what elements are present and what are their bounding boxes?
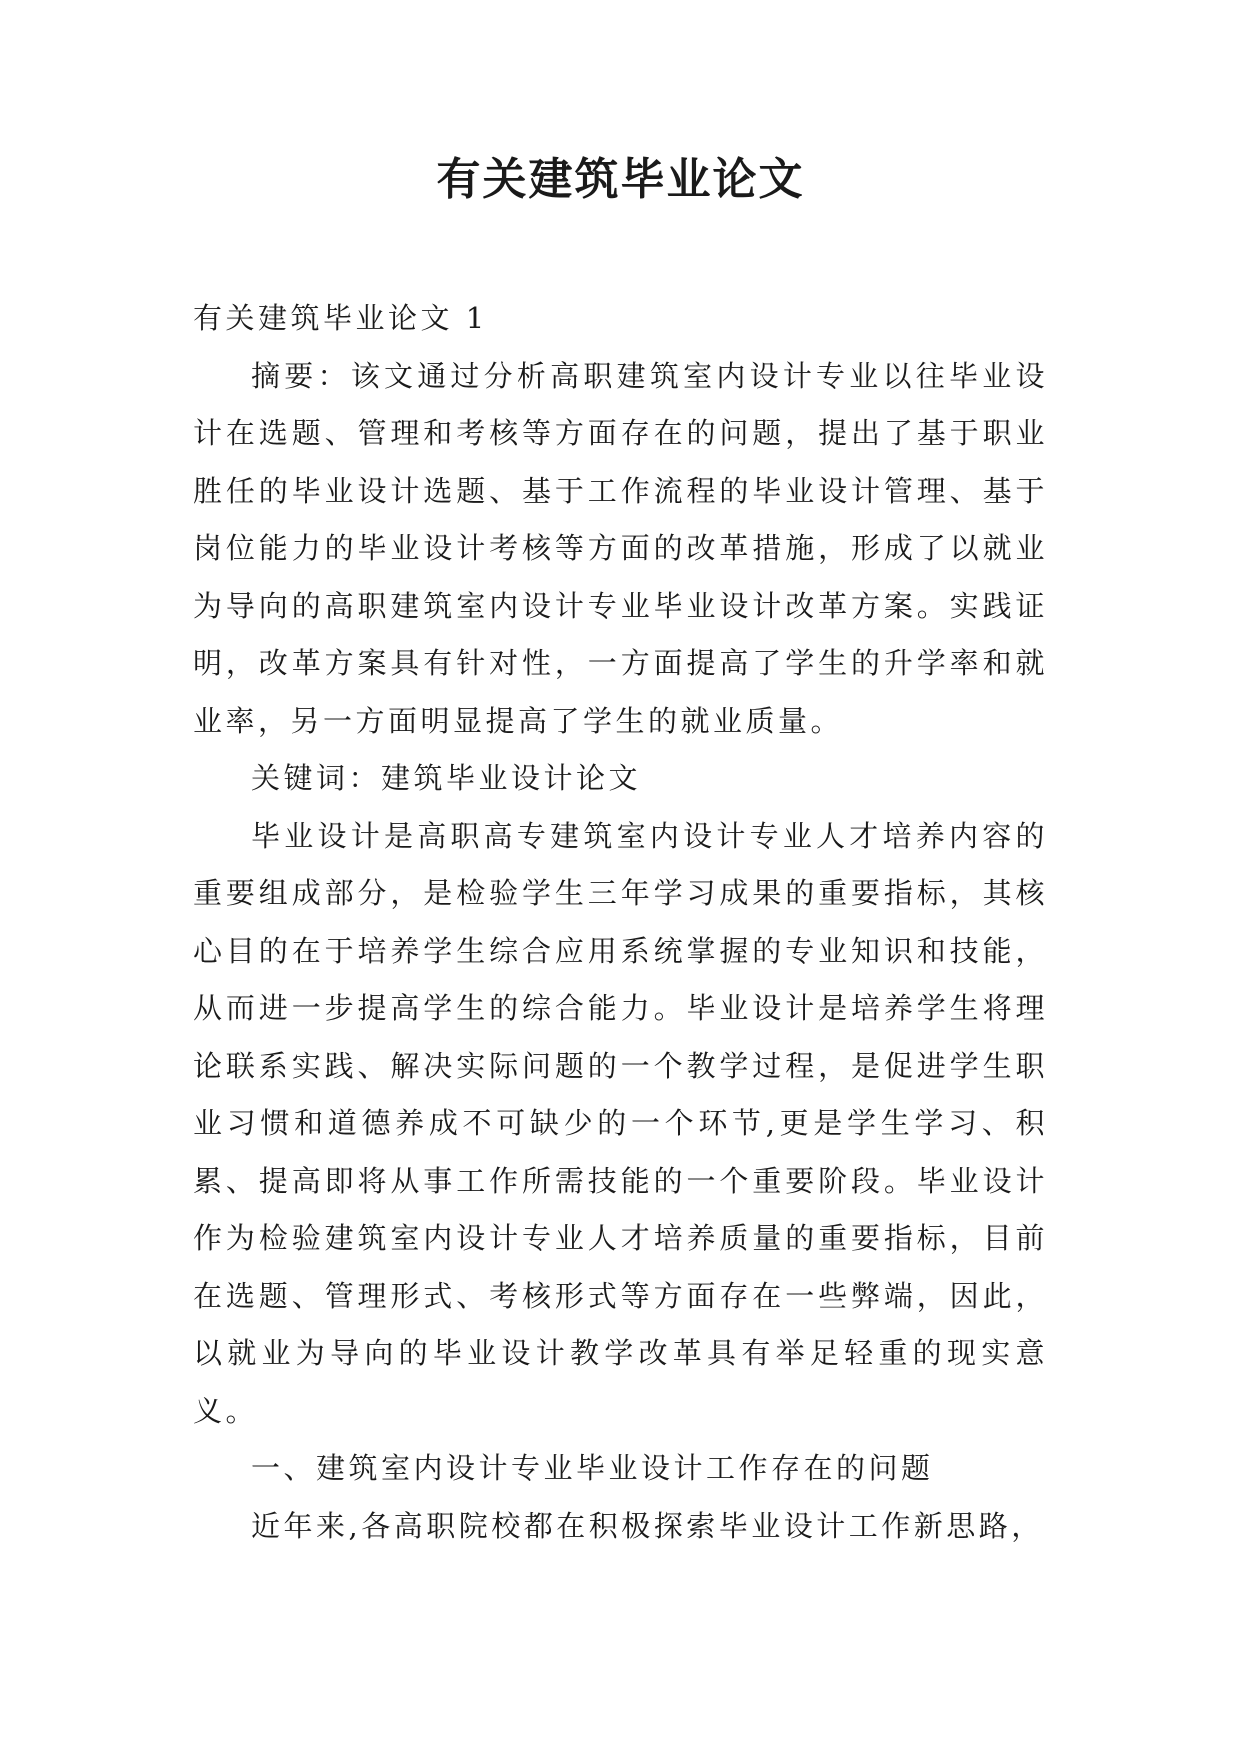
keywords-line: 关键词：建筑毕业设计论文: [251, 761, 642, 795]
body-paragraph-1: 毕业设计是高职高专建筑室内设计专业人才培养内容的重要组成部分，是检验学生三年学习成果的重要指标，其核心目的在于培养学生综合应用系统掌握的专业知识和技能，从而进一步提高学生的综合能力。毕业设计是培养学生将理论联系实践、解决实际问题的一个教学过程，是促进学生职业习惯和道德养成不可缺少的一个环节,更是学生学习、积累、提高即将从事工作所需技能的一个重要阶段。毕业设计作为检验建筑室内设计专业人才培养质量的重要指标，目前在选题、管理形式、考核形式等方面存在一些弊端，因此，以就业为导向的毕业设计教学改革具有举足轻重的现实意义。: [193, 818, 1048, 1428]
article-subtitle: 有关建筑毕业论文 1: [193, 301, 488, 335]
document-body: [193, 290, 1048, 1555]
body-paragraph-2: 近年来,各高职院校都在积极探索毕业设计工作新思路，: [251, 1508, 1044, 1543]
abstract-paragraph: 摘要：该文通过分析高职建筑室内设计专业以往毕业设计在选题、管理和考核等方面存在的问题，提出了基于职业胜任的毕业设计选题、基于工作流程的毕业设计管理、基于岗位能力的毕业设计考核等方面的改革措施，形成了以就业为导向的高职建筑室内设计专业毕业设计改革方案。实践证明，改革方案具有针对性，一方面提高了学生的升学率和就业率，另一方面明显提高了学生的就业质量。: [193, 358, 1048, 738]
document-title: 有关建筑毕业论文: [436, 154, 805, 205]
section-heading: 一、建筑室内设计专业毕业设计工作存在的问题: [251, 1451, 934, 1485]
